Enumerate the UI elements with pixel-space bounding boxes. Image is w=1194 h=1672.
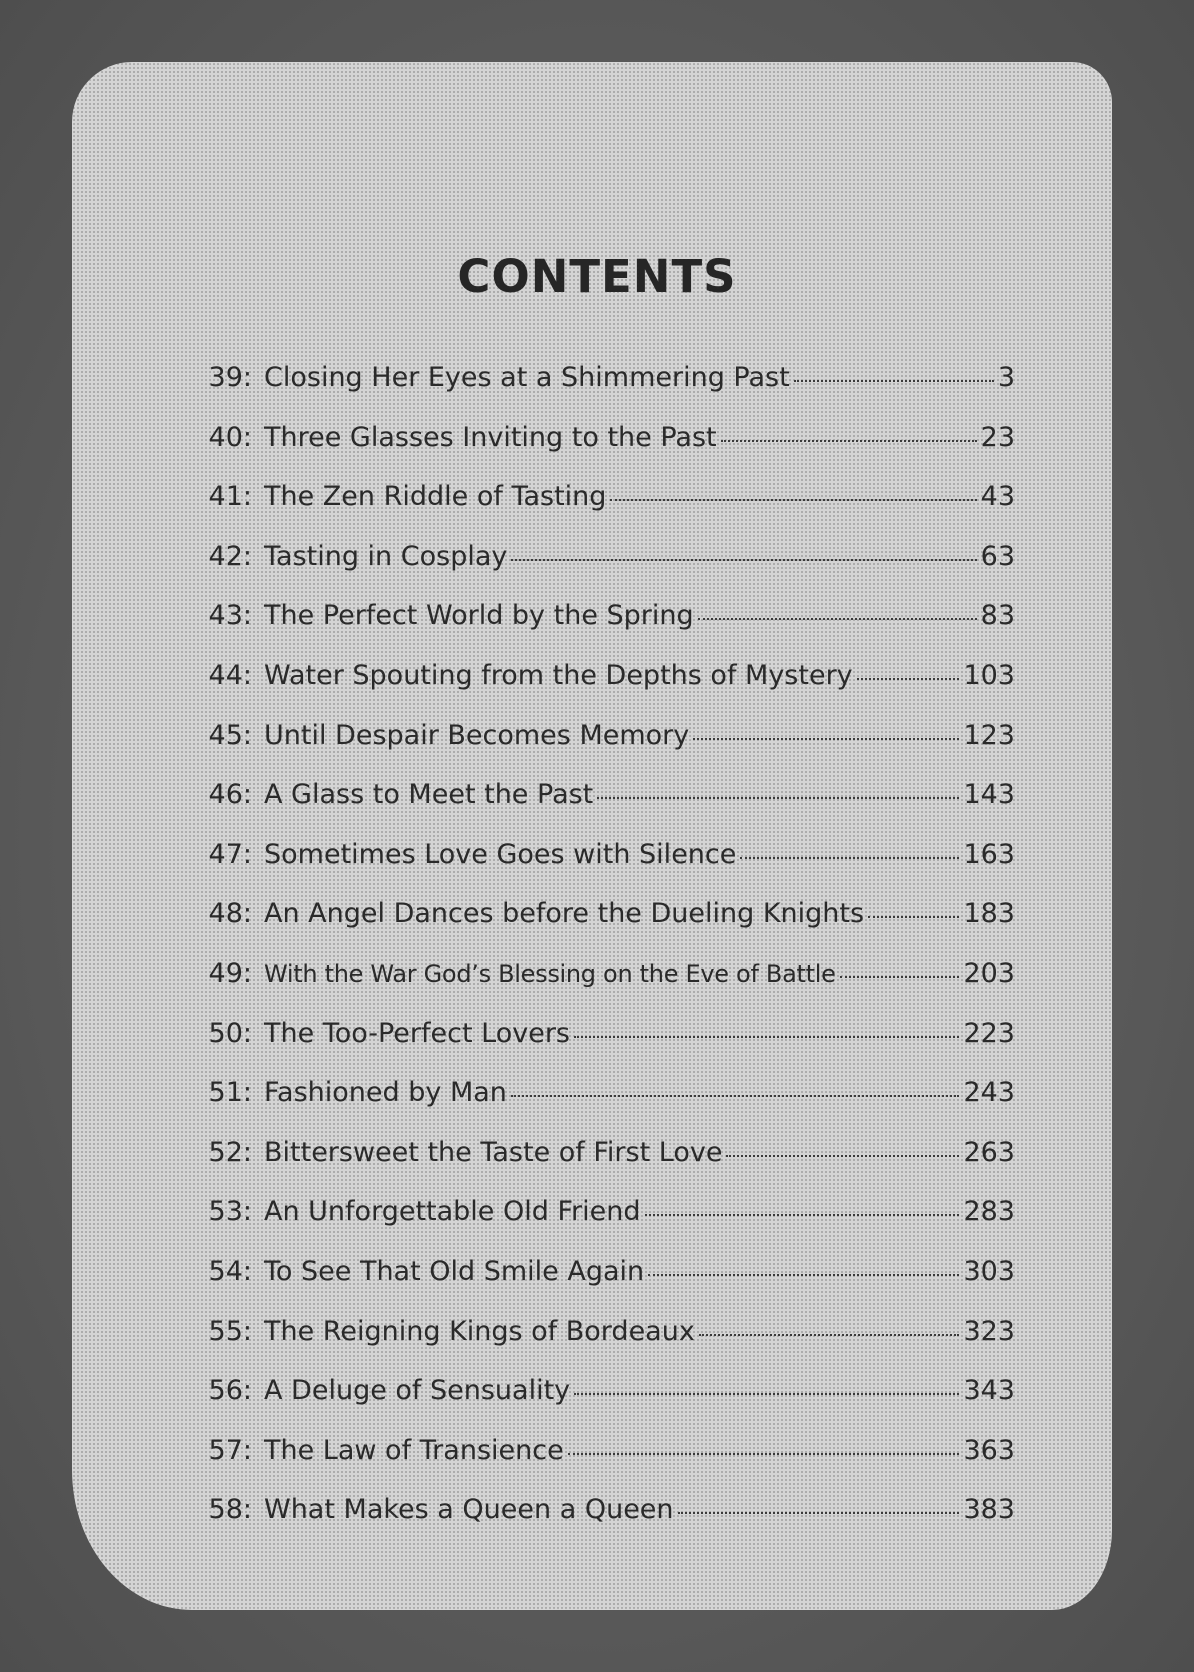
- chapter-title: An Unforgettable Old Friend: [264, 1196, 641, 1228]
- dot-leader: [610, 499, 976, 501]
- chapter-title: The Too-Perfect Lovers: [264, 1017, 570, 1049]
- toc-entry[interactable]: [180, 1316, 1015, 1376]
- dot-leader: [698, 618, 977, 620]
- toc-entry[interactable]: [180, 1494, 1015, 1554]
- page-number: 363: [963, 1434, 1015, 1466]
- dot-leader: [721, 440, 977, 442]
- chapter-number: 52:: [208, 1136, 252, 1168]
- chapter-number: 40:: [208, 421, 252, 453]
- chapter-title: The Law of Transience: [264, 1434, 564, 1466]
- chapter-number: 41:: [208, 481, 252, 513]
- chapter-number: 42:: [208, 540, 252, 572]
- chapter-number: 46:: [208, 779, 252, 811]
- chapter-title: Water Spouting from the Depths of Mystery: [264, 659, 853, 691]
- chapter-number: 55:: [208, 1315, 252, 1347]
- chapter-title: What Makes a Queen a Queen: [264, 1494, 674, 1526]
- chapter-title: Three Glasses Inviting to the Past: [264, 421, 717, 453]
- page-number: 3: [997, 362, 1015, 393]
- chapter-title: To See That Old Smile Again: [264, 1255, 645, 1287]
- toc-entry[interactable]: [180, 1137, 1015, 1197]
- chapter-number: 47:: [208, 838, 252, 870]
- toc-entry[interactable]: [180, 422, 1015, 482]
- dot-leader: [574, 1393, 959, 1395]
- toc-entry[interactable]: [180, 1256, 1015, 1316]
- chapter-number: 54:: [208, 1255, 252, 1287]
- toc-entry[interactable]: [180, 600, 1015, 660]
- chapter-number: 49:: [208, 957, 252, 989]
- page-title: CONTENTS: [457, 250, 737, 303]
- dot-leader: [597, 797, 959, 799]
- dot-leader: [840, 976, 960, 978]
- page-number: 323: [963, 1315, 1015, 1347]
- toc-entry[interactable]: [180, 1375, 1015, 1435]
- page-number: 83: [980, 600, 1015, 632]
- toc-entry[interactable]: [180, 660, 1015, 720]
- chapter-title: A Glass to Meet the Past: [264, 779, 594, 811]
- chapter-number: 53:: [208, 1196, 252, 1228]
- page-number: 283: [963, 1196, 1015, 1228]
- toc-entry[interactable]: [180, 839, 1015, 899]
- dot-leader: [857, 678, 960, 680]
- chapter-title: The Perfect World by the Spring: [264, 600, 694, 632]
- dot-leader: [511, 1095, 960, 1097]
- page-number: 123: [963, 719, 1015, 751]
- chapter-title: Until Despair Becomes Memory: [264, 719, 690, 751]
- chapter-title: Bittersweet the Taste of First Love: [264, 1136, 723, 1168]
- toc-entry[interactable]: [180, 1435, 1015, 1495]
- chapter-title: Fashioned by Man: [264, 1077, 507, 1109]
- page-number: 163: [963, 838, 1015, 870]
- page-number: 203: [963, 957, 1015, 989]
- dot-leader: [740, 857, 959, 859]
- dot-leader: [511, 559, 976, 561]
- chapter-number: 39:: [208, 362, 252, 393]
- toc-entry[interactable]: [180, 958, 1015, 1018]
- page-number: 183: [963, 898, 1015, 930]
- toc-entry[interactable]: [180, 1018, 1015, 1078]
- page-number: 303: [963, 1255, 1015, 1287]
- dot-leader: [678, 1512, 960, 1514]
- page-number: 383: [963, 1494, 1015, 1526]
- dot-leader: [699, 1334, 960, 1336]
- page-number: 223: [963, 1017, 1015, 1049]
- chapter-number: 51:: [208, 1077, 252, 1109]
- chapter-number: 56:: [208, 1375, 252, 1407]
- chapter-title: Sometimes Love Goes with Silence: [264, 838, 737, 870]
- dot-leader: [726, 1155, 959, 1157]
- chapter-number: 50:: [208, 1017, 252, 1049]
- page-number: 43: [980, 481, 1015, 513]
- dot-leader: [868, 916, 959, 918]
- chapter-title: Tasting in Cosplay: [264, 540, 508, 572]
- chapter-number: 58:: [208, 1494, 252, 1526]
- page-number: 263: [963, 1136, 1015, 1168]
- toc-entry[interactable]: [180, 362, 1015, 422]
- chapter-number: 57:: [208, 1434, 252, 1466]
- chapter-number: 43:: [208, 600, 252, 632]
- page-number: 343: [963, 1375, 1015, 1407]
- page-number: 243: [963, 1077, 1015, 1109]
- chapter-number: 45:: [208, 719, 252, 751]
- chapter-title: An Angel Dances before the Dueling Knights: [264, 898, 865, 930]
- dot-leader: [574, 1036, 959, 1038]
- dot-leader: [648, 1274, 959, 1276]
- dot-leader: [645, 1214, 960, 1216]
- table-of-contents: [180, 362, 1015, 1554]
- dot-leader: [568, 1453, 960, 1455]
- page-number: 63: [980, 540, 1015, 572]
- chapter-title: With the War God’s Blessing on the Eve of Battle: [264, 959, 836, 988]
- toc-entry[interactable]: [180, 898, 1015, 958]
- chapter-title: The Reigning Kings of Bordeaux: [264, 1315, 695, 1347]
- chapter-title: The Zen Riddle of Tasting: [264, 481, 607, 513]
- toc-entry[interactable]: [180, 1077, 1015, 1137]
- chapter-title: Closing Her Eyes at a Shimmering Past: [264, 362, 790, 393]
- toc-entry[interactable]: [180, 720, 1015, 780]
- chapter-number: 44:: [208, 659, 252, 691]
- toc-entry[interactable]: [180, 481, 1015, 541]
- toc-entry[interactable]: [180, 779, 1015, 839]
- toc-entry[interactable]: [180, 541, 1015, 601]
- page-number: 103: [963, 659, 1015, 691]
- toc-entry[interactable]: [180, 1196, 1015, 1256]
- chapter-number: 48:: [208, 898, 252, 930]
- dot-leader: [693, 738, 959, 740]
- page-number: 23: [980, 421, 1015, 453]
- dot-leader: [794, 380, 994, 382]
- page-number: 143: [963, 779, 1015, 811]
- chapter-title: A Deluge of Sensuality: [264, 1375, 571, 1407]
